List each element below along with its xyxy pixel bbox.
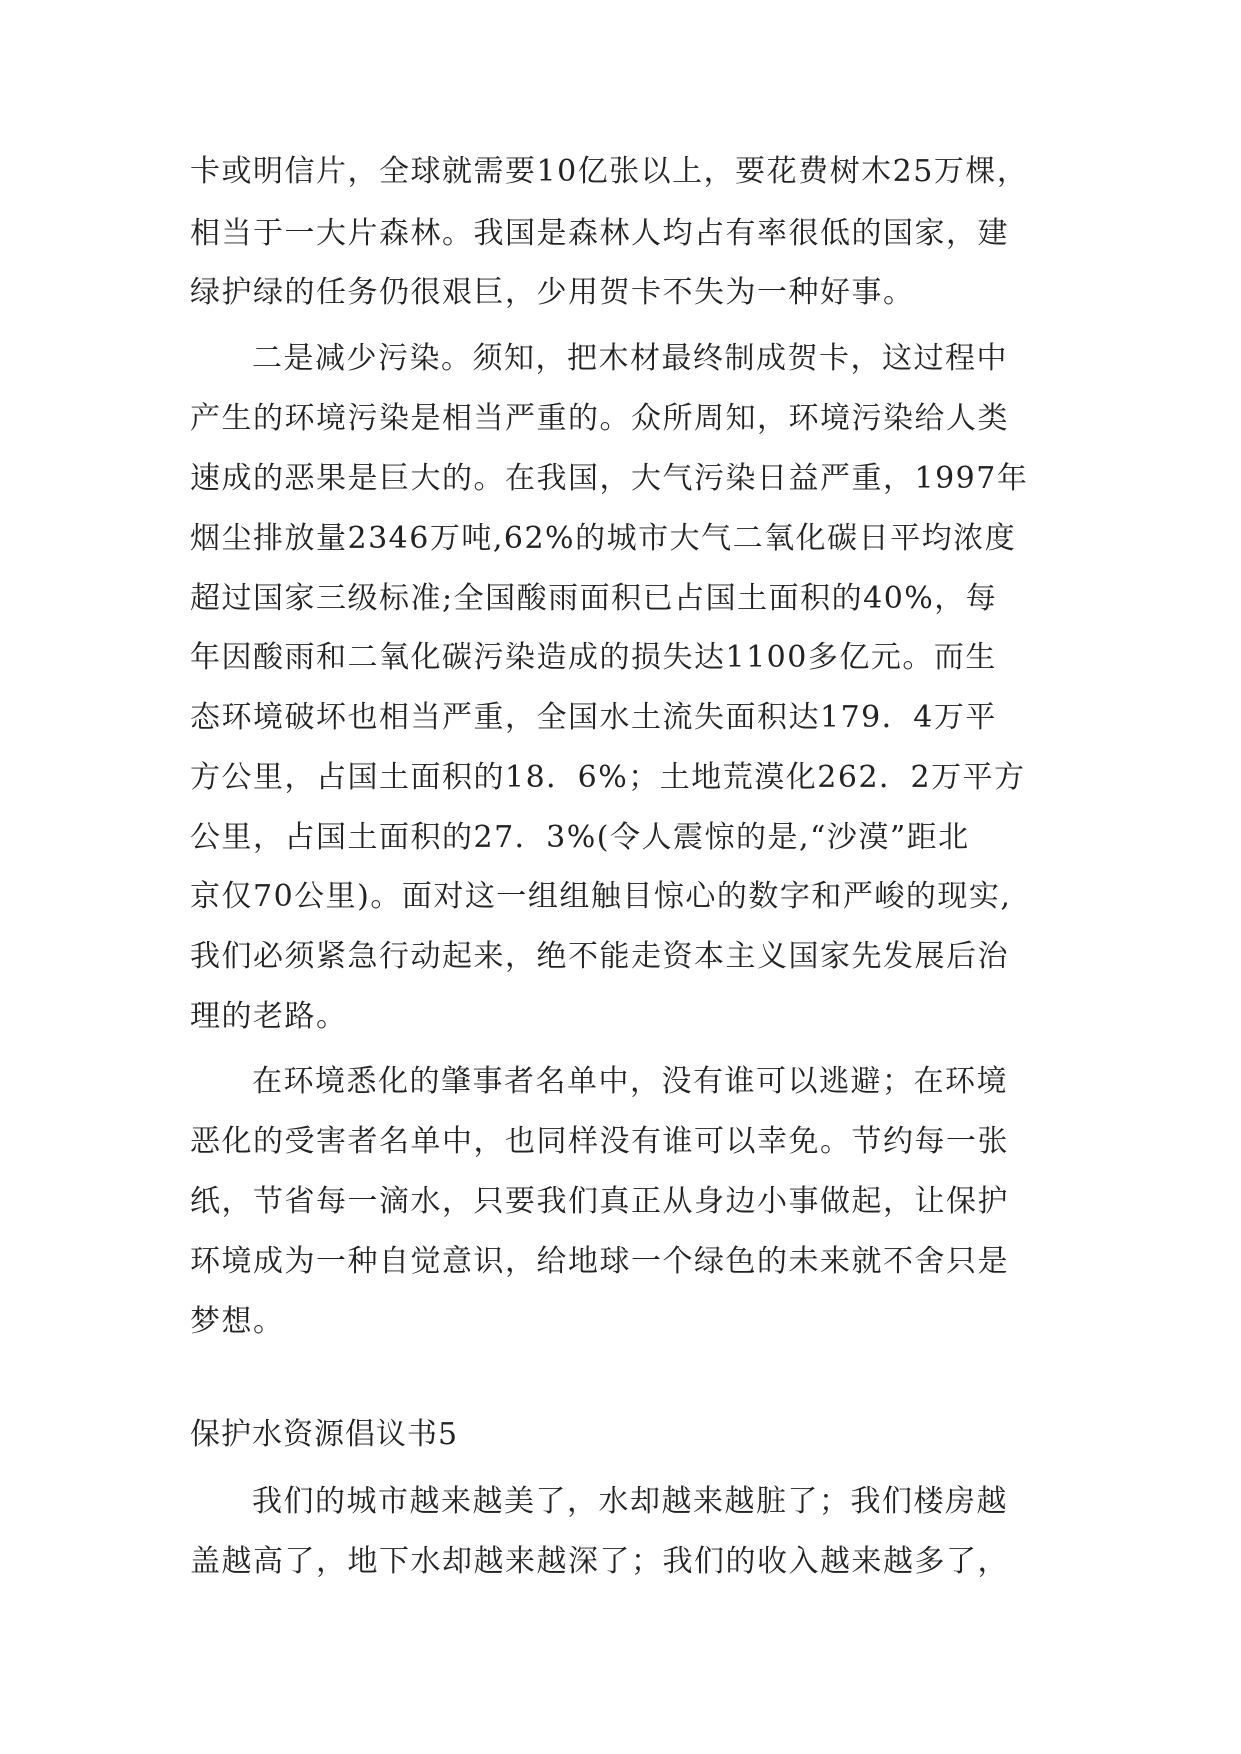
paragraph-3-line-1: 在环境悉化的肇事者名单中，没有谁可以逃避；在环境 — [252, 1064, 1008, 1099]
paragraph-2-line-10: 京仅70公里)。面对这一组组触目惊心的数字和严峻的现实, — [190, 879, 1012, 914]
paragraph-2-line-7: 态环境破坏也相当严重，全国水土流失面积达179．4万平 — [190, 700, 997, 735]
paragraph-1-line-1: 卡或明信片，全球就需要10亿张以上，要花费树木25万棵， — [190, 154, 1029, 189]
paragraph-2-line-3: 速成的恶果是巨大的。在我国，大气污染日益严重，1997年 — [190, 461, 1029, 496]
paragraph-3-line-5: 梦想。 — [190, 1304, 285, 1339]
paragraph-2-line-8: 方公里，占国土面积的18．6%；土地荒漠化262．2万平方 — [190, 760, 1026, 795]
paragraph-4-line-2: 盖越高了，地下水却越来越深了；我们的收入越来越多了， — [190, 1544, 1009, 1579]
paragraph-2-line-6: 年因酸雨和二氧化碳污染造成的损失达1100多亿元。而生 — [190, 640, 997, 675]
paragraph-2-line-2: 产生的环境污染是相当严重的。众所周知，环境污染给人类 — [190, 401, 1009, 436]
paragraph-2-line-11: 我们必须紧急行动起来，绝不能走资本主义国家先发展后治 — [190, 939, 1009, 974]
paragraph-2-line-1: 二是减少污染。须知，把木材最终制成贺卡，这过程中 — [252, 341, 1008, 376]
paragraph-2-line-4: 烟尘排放量2346万吨,62%的城市大气二氧化碳日平均浓度 — [190, 521, 1017, 556]
paragraph-3-line-4: 环境成为一种自觉意识，给地球一个绿色的未来就不舍只是 — [190, 1244, 1009, 1279]
paragraph-3-line-3: 纸，节省每一滴水，只要我们真正从身边小事做起，让保护 — [190, 1184, 1009, 1219]
section-title: 保护水资源倡议书5 — [190, 1417, 459, 1452]
paragraph-1-line-2: 相当于一大片森林。我国是森林人均占有率很低的国家，建 — [190, 216, 1009, 251]
paragraph-2-line-5: 超过国家三级标准;全国酸雨面积已占国土面积的40%，每 — [190, 581, 998, 616]
paragraph-3-line-2: 恶化的受害者名单中，也同样没有谁可以幸免。节约每一张 — [190, 1124, 1009, 1159]
paragraph-2-line-9: 公里，占国土面积的27．3%(令人震惊的是,“沙漠”距北 — [190, 820, 970, 855]
paragraph-2-line-12: 理的老路。 — [190, 999, 348, 1034]
paragraph-1-line-3: 绿护绿的任务仍很艰巨，少用贺卡不失为一种好事。 — [190, 275, 915, 310]
paragraph-4-line-1: 我们的城市越来越美了，水却越来越脏了；我们楼房越 — [252, 1484, 1008, 1519]
